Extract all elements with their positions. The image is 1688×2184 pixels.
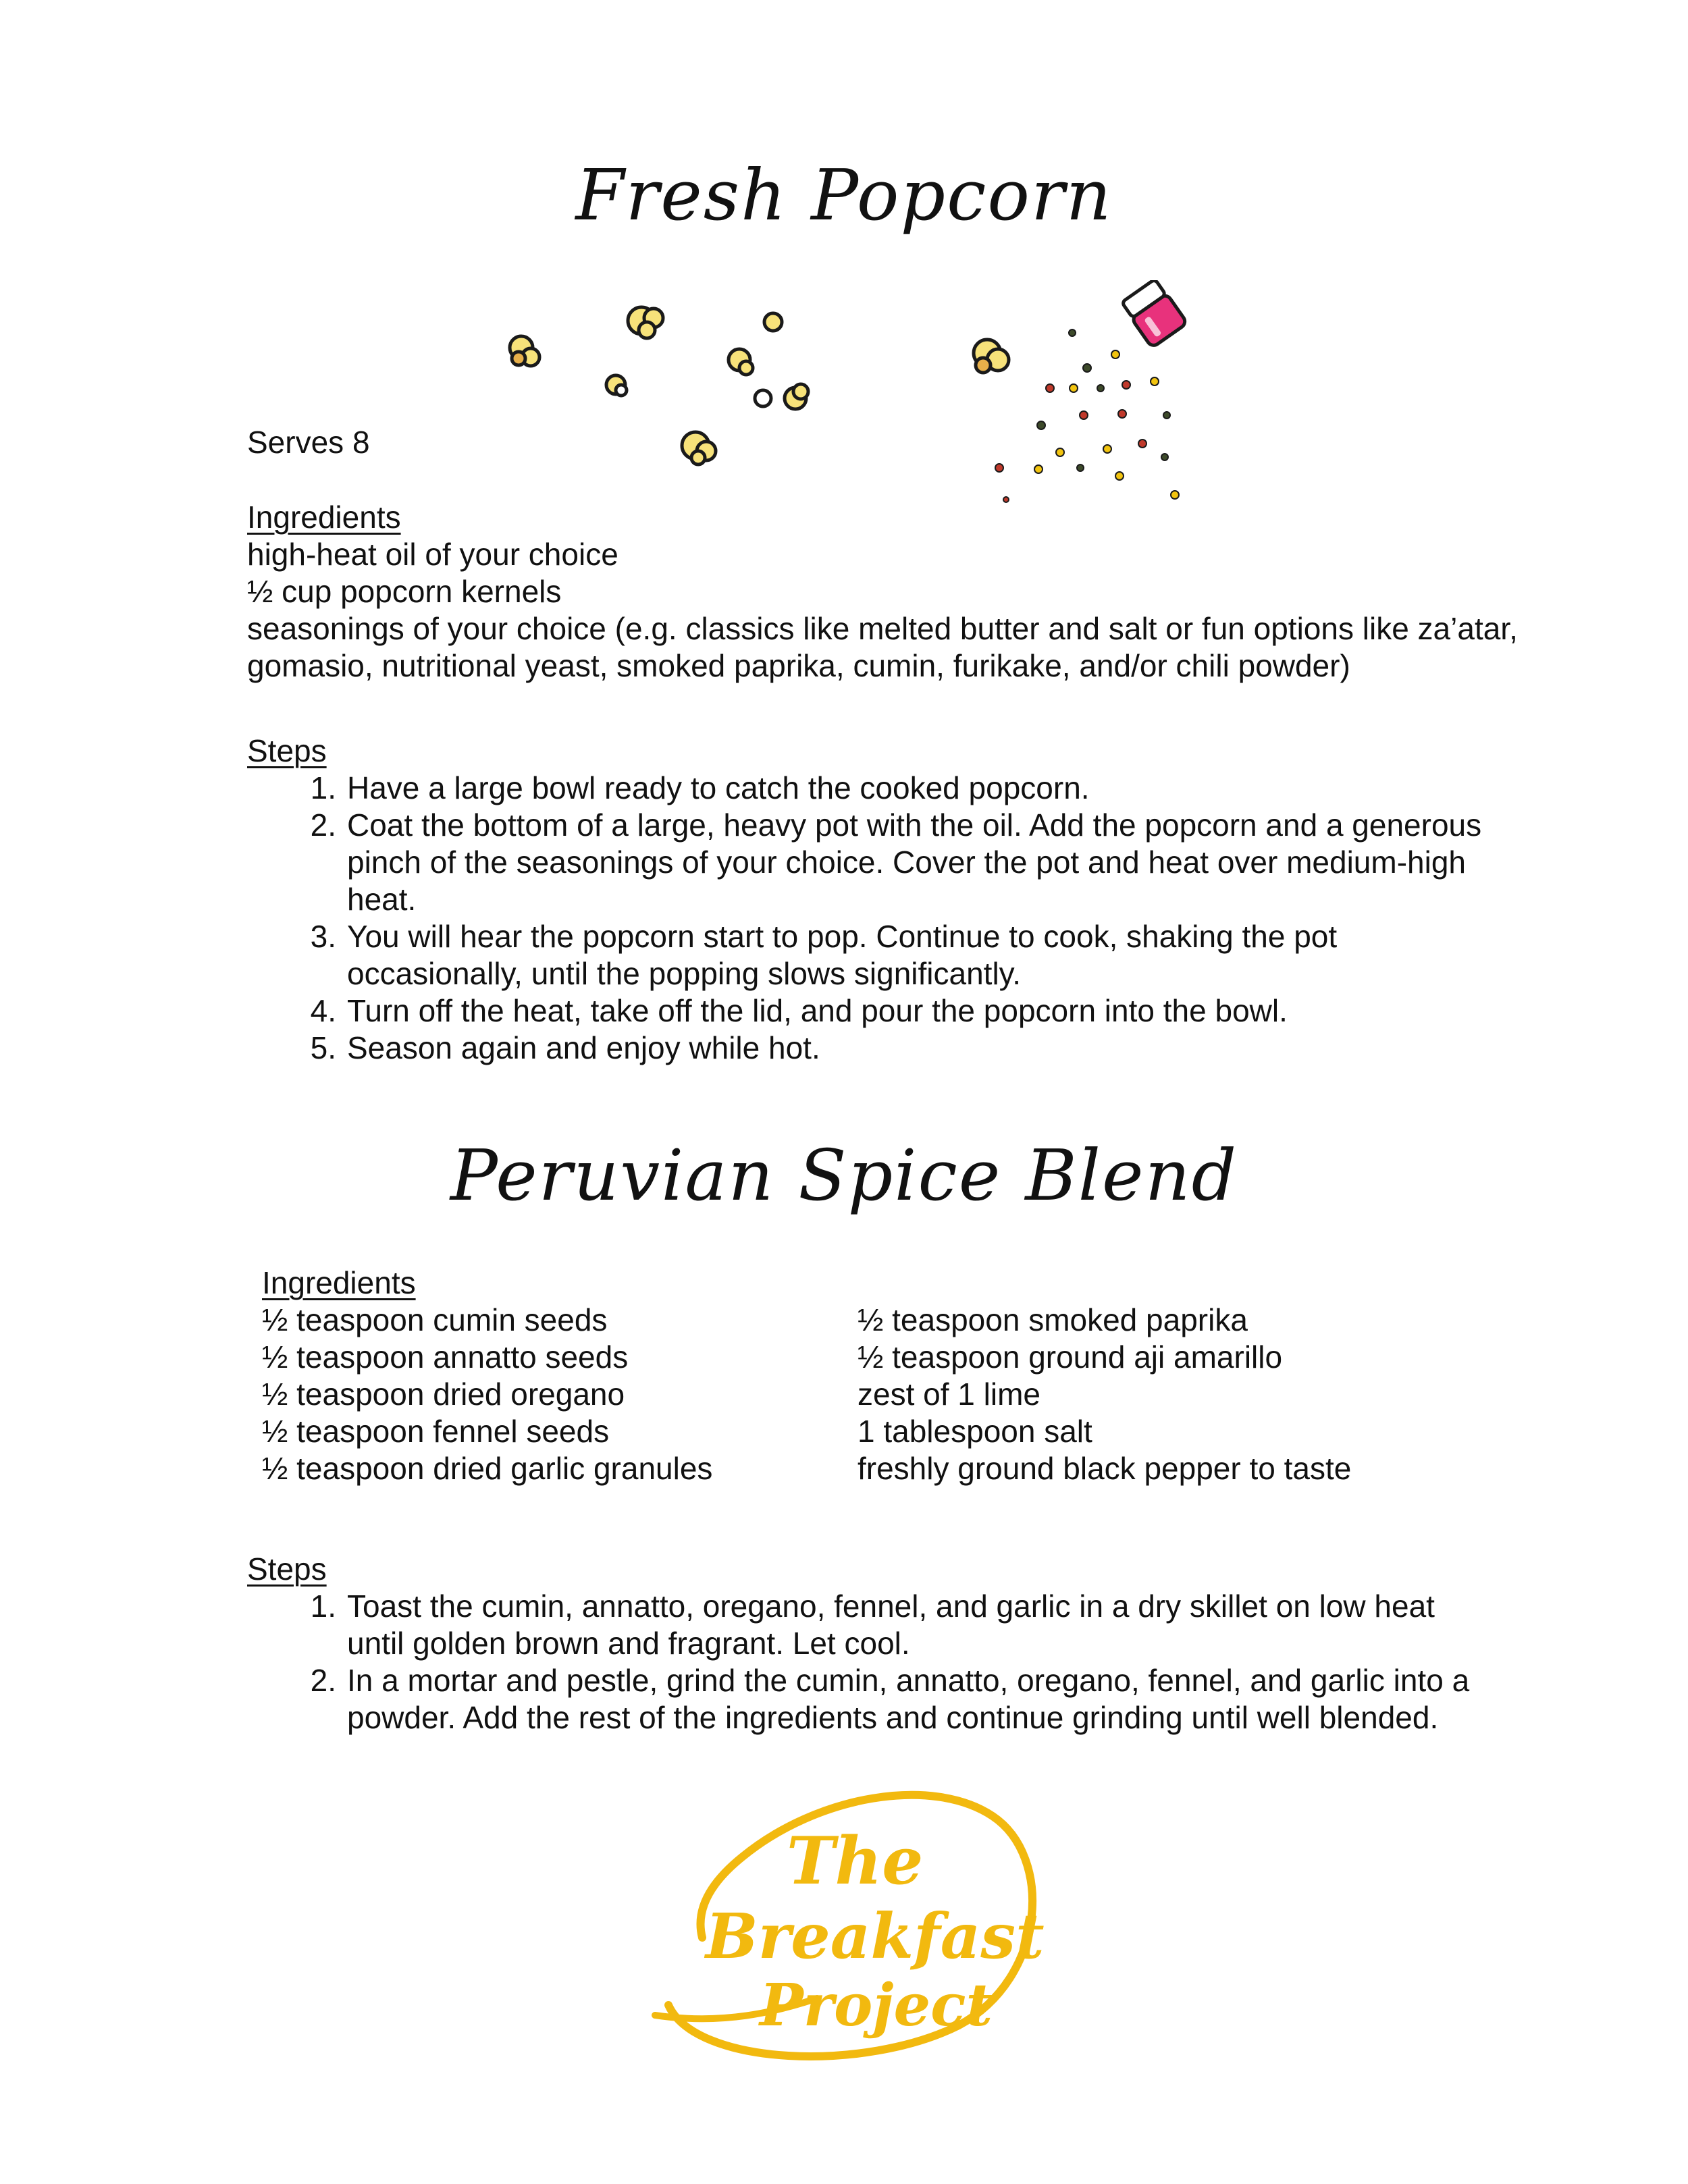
popcorn-illustration xyxy=(473,280,1215,510)
speck xyxy=(1069,329,1076,336)
popcorn-kernels xyxy=(510,307,1009,464)
popcorn-kernel xyxy=(785,384,808,409)
ingredient-item: 1 tablespoon salt xyxy=(858,1414,1092,1449)
step-line: Turn off the heat, take off the lid, and pour the popcorn into the bowl. xyxy=(347,993,1288,1028)
step-line: powder. Add the rest of the ingredients and continue grinding until well blended. xyxy=(347,1700,1439,1735)
popcorn-ingredients-list xyxy=(247,536,1518,685)
spice-title: Peruvian Spice Blend xyxy=(450,1134,1238,1217)
logo-text-the: The xyxy=(787,1823,924,1899)
popcorn-steps-heading: Steps xyxy=(247,733,327,768)
salt-shaker xyxy=(1121,280,1188,348)
speck xyxy=(1161,454,1168,460)
ingredient-item: ½ teaspoon ground aji amarillo xyxy=(858,1339,1283,1375)
step-number: 1. xyxy=(310,770,336,805)
popcorn-steps-list xyxy=(247,770,1482,1067)
speck xyxy=(995,464,1003,472)
ingredient-item: ½ teaspoon dried garlic granules xyxy=(262,1451,713,1486)
step-number: 2. xyxy=(310,807,336,843)
ingredient-item: ½ teaspoon cumin seeds xyxy=(262,1302,608,1337)
step-line: heat. xyxy=(347,882,417,917)
popcorn-kernel xyxy=(510,336,539,366)
ingredient-item: ½ teaspoon fennel seeds xyxy=(262,1414,610,1449)
step-item xyxy=(247,918,1462,992)
ingredient-item: ½ cup popcorn kernels xyxy=(247,574,562,609)
step-line: occasionally, until the popping slows significantly. xyxy=(347,956,1022,991)
ingredient-item: high-heat oil of your choice xyxy=(247,537,618,572)
popcorn-ingredients-heading: Ingredients xyxy=(247,500,401,535)
speck xyxy=(1103,445,1111,453)
popcorn-kernel xyxy=(729,349,753,375)
popcorn-kernel xyxy=(682,432,716,464)
speck xyxy=(1070,384,1078,392)
speck xyxy=(1151,377,1159,385)
breakfast-project-logo xyxy=(641,1782,1060,2079)
ingredient-item: zest of 1 lime xyxy=(858,1377,1040,1412)
step-number: 5. xyxy=(310,1030,336,1065)
speck xyxy=(1046,384,1054,392)
ingredient-item: ½ teaspoon smoked paprika xyxy=(858,1302,1248,1337)
step-line: You will hear the popcorn start to pop. Continue to cook, shaking the pot xyxy=(347,919,1338,954)
ingredient-item: gomasio, nutritional yeast, smoked paprika, cumin, furikake, and/or chili powder) xyxy=(247,648,1350,683)
speck xyxy=(1171,491,1179,499)
logo-text-breakfast: Breakfast xyxy=(706,1900,1045,1973)
step-line: Toast the cumin, annatto, oregano, fennel, and garlic in a dry skillet on low heat xyxy=(347,1589,1435,1624)
ingredient-item: ½ teaspoon dried oregano xyxy=(262,1377,625,1412)
step-line: pinch of the seasonings of your choice. Cover the pot and heat over medium-high xyxy=(347,845,1466,880)
popcorn-kernel xyxy=(764,313,782,331)
popcorn-kernel xyxy=(628,307,663,338)
speck xyxy=(1118,410,1126,418)
speck xyxy=(1115,472,1124,480)
logo-text-project: Project xyxy=(760,1971,993,2040)
spice-ingredients-heading: Ingredients xyxy=(262,1265,416,1300)
speck xyxy=(1163,412,1170,419)
step-number: 2. xyxy=(310,1663,336,1698)
speck xyxy=(1003,497,1009,502)
speck xyxy=(1077,464,1084,471)
speck xyxy=(1097,385,1104,392)
popcorn-kernel xyxy=(755,390,771,406)
spice-specks xyxy=(995,329,1179,502)
step-line: Season again and enjoy while hot. xyxy=(347,1030,820,1065)
step-number: 3. xyxy=(310,919,336,954)
popcorn-kernel xyxy=(974,340,1009,373)
popcorn-kernel xyxy=(606,375,627,396)
speck xyxy=(1056,448,1064,456)
spice-ingredients-left xyxy=(262,1302,712,1487)
ingredient-item: seasonings of your choice (e.g. classics like melted butter and salt or fun options like za’atar, xyxy=(247,611,1518,646)
spice-steps-heading: Steps xyxy=(247,1551,327,1587)
spice-ingredients-right xyxy=(858,1302,1351,1487)
step-line: until golden brown and fragrant. Let cool. xyxy=(347,1626,910,1661)
step-item xyxy=(247,770,1462,807)
step-line: Have a large bowl ready to catch the cooked popcorn. xyxy=(347,770,1090,805)
speck xyxy=(1083,364,1091,372)
spice-steps-list xyxy=(247,1588,1470,1736)
ingredient-item: freshly ground black pepper to taste xyxy=(858,1451,1352,1486)
speck xyxy=(1034,465,1043,473)
step-item xyxy=(247,1662,1470,1736)
step-item xyxy=(247,992,1462,1030)
speck xyxy=(1037,421,1045,429)
step-item xyxy=(247,1588,1462,1662)
speck xyxy=(1138,440,1146,448)
popcorn-serves: Serves 8 xyxy=(247,425,370,460)
ingredient-item: ½ teaspoon annatto seeds xyxy=(262,1339,629,1375)
speck xyxy=(1122,381,1130,389)
speck xyxy=(1111,350,1119,358)
popcorn-title: Fresh Popcorn xyxy=(575,154,1113,236)
step-item xyxy=(247,807,1482,918)
step-number: 4. xyxy=(310,993,336,1028)
step-item xyxy=(247,1030,1462,1067)
speck xyxy=(1080,411,1088,419)
step-line: Coat the bottom of a large, heavy pot with the oil. Add the popcorn and a generous xyxy=(347,807,1482,843)
step-line: In a mortar and pestle, grind the cumin, annatto, oregano, fennel, and garlic into a xyxy=(347,1663,1470,1698)
step-number: 1. xyxy=(310,1589,336,1624)
